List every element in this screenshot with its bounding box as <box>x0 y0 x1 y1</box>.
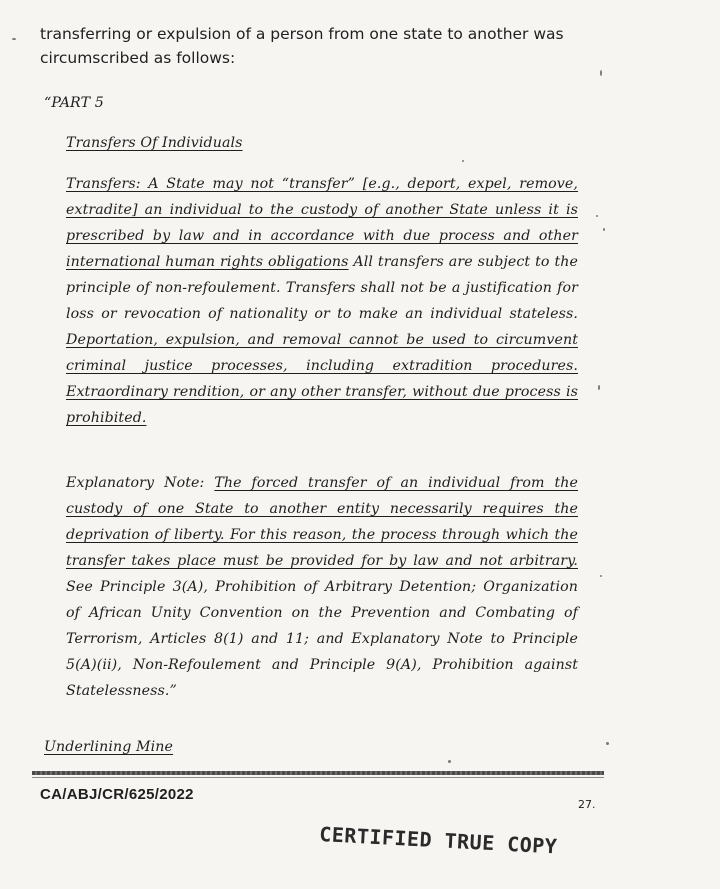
scan-speck <box>598 385 600 390</box>
scan-speck <box>600 70 602 76</box>
case-number: CA/ABJ/CR/625/2022 <box>40 786 194 803</box>
explanatory-underlined-1: The forced transfer of an individual from the custody of one State to another entity necessarily requires the deprivation of liberty. For this reason, the process through which the transfer takes place must be provided for by law and not arbitrary. <box>66 475 578 569</box>
section-heading: Transfers Of Individuals <box>66 135 243 151</box>
intro-paragraph <box>40 22 600 70</box>
explanatory-lead: Explanatory Note: <box>66 475 215 491</box>
transfers-underlined-1: Transfers: A State may not “transfer” [e.g., deport, expel, remove, extradite] an individual to the custody of another State unless it is prescribed by law and in accordance with due process and other international human rights obligations <box>66 176 578 270</box>
scan-speck <box>603 228 605 231</box>
certified-stamp: CERTIFIED TRUE COPY <box>318 822 558 859</box>
scan-speck <box>606 742 609 745</box>
part-label: “PART 5 <box>44 95 104 111</box>
intro-line-2: circumscribed as follows: <box>40 49 236 67</box>
scan-speck <box>448 760 451 763</box>
transfers-paragraph <box>66 171 578 431</box>
scan-speck <box>462 160 464 162</box>
page-number: 27. <box>578 798 596 811</box>
scan-speck <box>596 215 598 217</box>
scan-speck <box>12 38 16 40</box>
explanatory-note-paragraph <box>66 470 578 704</box>
explanatory-text-1: See Principle 3(A), Prohibition of Arbitrary Detention; Organization of African Unity Convention on the Prevention and Combating of Terrorism, Articles 8(1) and 11; and Explanatory Note to Principle 5(A)(ii), Non-Refoulement and Principle 9(A), Prohibition against Statelessness.” <box>66 579 578 699</box>
transfers-text-1: All transfers are subject to the principle of non-refoulement. Transfers shall not be a justification for loss or revocation of nationality or to make an individual stateless. <box>66 254 578 322</box>
footer-rule <box>32 771 604 775</box>
transfers-underlined-2: Deportation, expulsion, and removal cannot be used to circumvent criminal justice processes, including extradition procedures. Extraordinary rendition, or any other transfer, without due process is prohibited. <box>66 332 578 426</box>
scan-speck <box>600 575 602 577</box>
intro-line-1: transferring or expulsion of a person from one state to another was <box>40 25 564 43</box>
underlining-note: Underlining Mine <box>44 739 174 755</box>
footer-rule-thin <box>32 777 604 778</box>
